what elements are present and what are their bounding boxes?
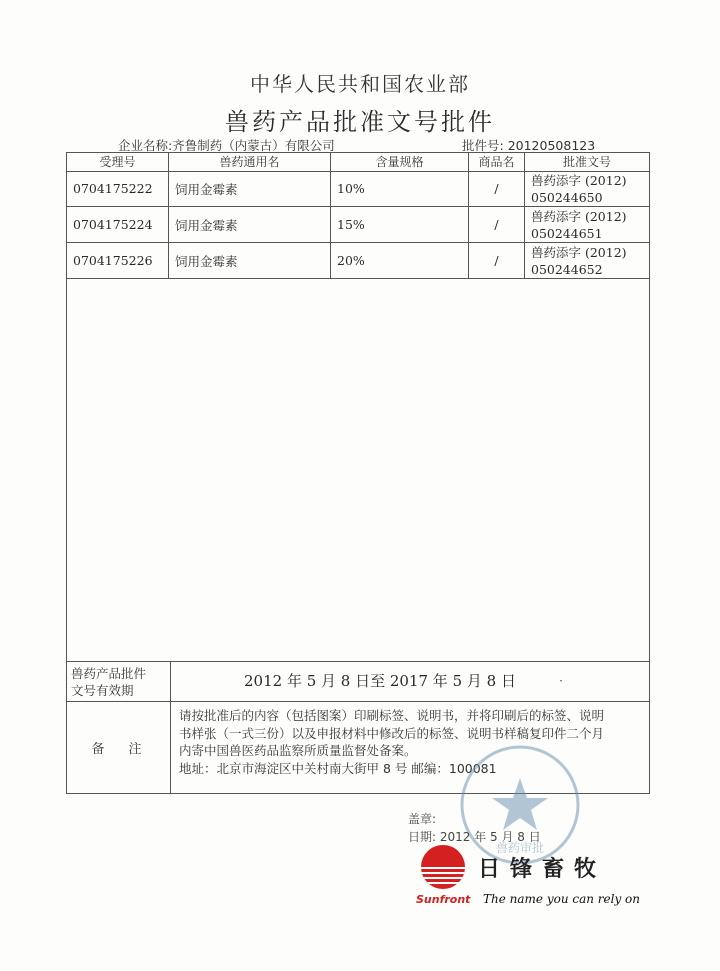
spec-cell: 10%	[331, 171, 469, 206]
approval-no-line2: 050244652	[531, 261, 603, 277]
trade-name-cell: /	[469, 243, 525, 278]
validity-label	[67, 662, 171, 701]
company-name: 齐鲁制药（内蒙古）有限公司	[172, 138, 335, 153]
validity-mark: ·	[559, 674, 563, 688]
spec-cell: 20%	[331, 243, 469, 278]
brand-english-name: Sunfront	[416, 893, 471, 906]
validity-period: 2012 年 5 月 8 日至 2017 年 5 月 8 日	[244, 672, 516, 690]
column-header-generic-name: 兽药通用名	[169, 153, 331, 171]
validity-section	[67, 661, 649, 702]
spec-cell: 15%	[331, 207, 469, 242]
accept-no-cell: 0704175222	[67, 171, 169, 206]
accept-no-cell: 0704175226	[67, 243, 169, 278]
approval-no-cell	[525, 171, 649, 206]
table-header	[67, 153, 649, 172]
generic-name-cell: 饲用金霉素	[169, 243, 331, 278]
seal-label: 盖章:	[408, 812, 437, 826]
table-row	[67, 171, 649, 207]
brand-chinese-name: 日锋畜牧	[478, 856, 607, 882]
approval-no-line2: 050244651	[531, 225, 603, 241]
approval-no-line2: 050244650	[531, 189, 603, 205]
table-body	[67, 171, 649, 279]
notes-line: 内寄中国兽医药品监察所质量监督处备案。	[179, 743, 417, 758]
approval-no-line1: 兽药添字 (2012)	[531, 172, 627, 188]
column-header-spec: 含量规格	[331, 153, 469, 171]
generic-name-cell: 饲用金霉素	[169, 171, 331, 206]
accept-no-cell: 0704175224	[67, 207, 169, 242]
trade-name-cell: /	[469, 207, 525, 242]
ministry-name: 中华人民共和国农业部	[250, 72, 470, 96]
company-label: 企业名称:	[118, 138, 173, 153]
validity-label-line1: 兽药产品批件	[71, 666, 147, 681]
notes-label: 备注	[67, 702, 171, 793]
approval-no-cell	[525, 207, 649, 242]
column-header-accept-no: 受理号	[67, 153, 169, 171]
generic-name-cell: 饲用金霉素	[169, 207, 331, 242]
seal-text: 兽药审批	[495, 841, 545, 855]
column-header-approval-no: 批准文号	[562, 155, 611, 169]
notes-line: 书样张（一式三份）以及申报材料中修改后的标签、说明书样稿复印件二个月	[179, 725, 605, 741]
table-row	[67, 243, 649, 279]
notes-address: 地址：北京市海淀区中关村南大街甲 8 号 邮编：100081	[179, 760, 497, 776]
issue-date: 日期: 2012 年 5 月 8 日	[408, 830, 541, 844]
approval-number: 20120508123	[507, 138, 596, 153]
column-header-trade-name: 商品名	[469, 153, 525, 171]
brand-tagline: The name you can rely on	[483, 892, 641, 906]
sunfront-logo-icon	[418, 842, 468, 892]
approval-no-line1: 兽药添字 (2012)	[531, 244, 627, 260]
official-seal-icon	[455, 740, 585, 870]
document-title: 兽药产品批准文号批件	[225, 108, 495, 136]
approval-label: 批件号:	[462, 138, 504, 153]
document-frame	[66, 152, 650, 794]
validity-label-line2: 文号有效期	[71, 683, 134, 698]
trade-name-cell: /	[469, 171, 525, 206]
table-row	[67, 207, 649, 243]
approval-no-line1: 兽药添字 (2012)	[531, 208, 627, 224]
approval-no-cell	[525, 243, 649, 278]
notes-line: 请按批准后的内容（包括图案）印刷标签、说明书，并将印刷后的标签、说明	[179, 708, 605, 723]
